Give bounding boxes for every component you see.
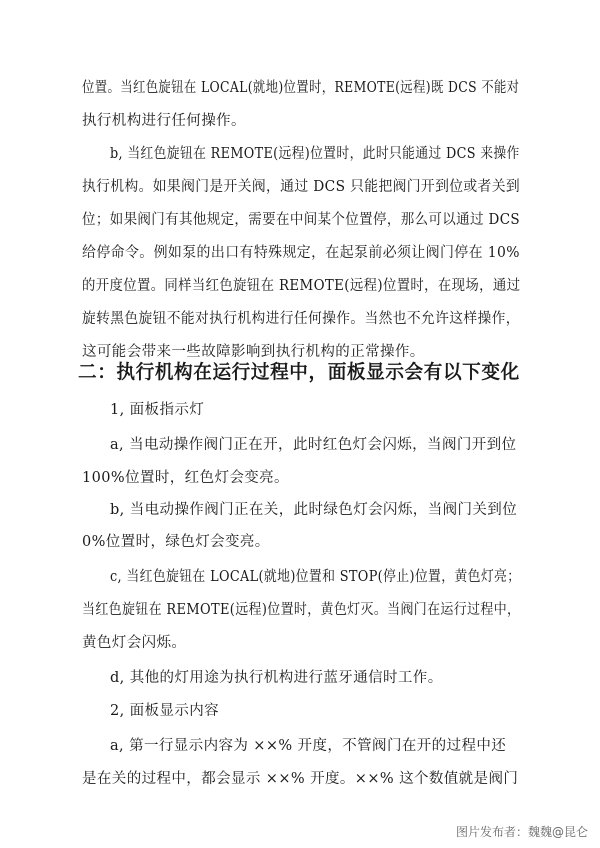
body-text-line: a, 第一行显示内容为 ××% 开度，不管阀门在开的过程中还 <box>110 738 507 754</box>
body-text-line: 执行机构。如果阀门是开关阀，通过 DCS 只能把阀门开到位或者关到 <box>82 179 521 195</box>
subsection-title: 1, 面板指示灯 <box>110 402 205 418</box>
body-text-line: 当红色旋钮在 REMOTE(远程)位置时，黄色灯灭。当阀门在运行过程中， <box>82 602 521 618</box>
body-text-line: 这可能会带来一些故障影响到执行机构的正常操作。 <box>82 344 425 360</box>
body-text-line: 旋转黑色旋钮不能对执行机构进行任何操作。当然也不允许这样操作， <box>82 311 520 327</box>
body-text-line: 位置。当红色旋钮在 LOCAL(就地)位置时，REMOTE(远程)既 DCS 不能对 <box>82 80 520 96</box>
body-text-line: b, 当电动操作阀门正在关，此时绿色灯会闪烁，当阀门关到位 <box>110 502 518 518</box>
body-text-line: 是在关的过程中，都会显示 ××% 开度。××% 这个数值就是阀门 <box>82 771 519 787</box>
body-text-line: a, 当电动操作阀门正在开，此时红色灯会闪烁，当阀门开到位 <box>110 437 517 453</box>
section-heading: 二：执行机构在运行过程中，面板显示会有以下变化 <box>78 361 520 383</box>
body-text-line: 给停命令。例如泵的出口有特殊规定，在起泵前必须让阀门停在 10% <box>82 245 520 261</box>
body-text-line: 0%位置时，绿色灯会变亮。 <box>82 534 270 550</box>
body-text-line: d, 其他的灯用途为执行机构进行蓝牙通信时工作。 <box>110 670 443 686</box>
body-text-line: b, 当红色旋钮在 REMOTE(远程)位置时，此时只能通过 DCS 来操作 <box>110 146 520 162</box>
subsection-title: 2, 面板显示内容 <box>110 703 220 719</box>
publisher-watermark: 图片发布者：魏魏@昆仑 <box>455 825 588 839</box>
body-text-line: 执行机构进行任何操作。 <box>82 113 246 129</box>
body-text-line: 黄色灯会闪烁。 <box>82 635 187 651</box>
body-text-line: c, 当红色旋钮在 LOCAL(就地)位置和 STOP(停止)位置，黄色灯亮； <box>110 569 521 585</box>
body-text-line: 的开度位置。同样当红色旋钮在 REMOTE(远程)位置时，在现场，通过 <box>82 278 521 294</box>
body-text-line: 位；如果阀门有其他规定，需要在中间某个位置停，那么可以通过 DCS <box>82 212 521 228</box>
body-text-line: 100%位置时，红色灯会变亮。 <box>82 470 289 486</box>
